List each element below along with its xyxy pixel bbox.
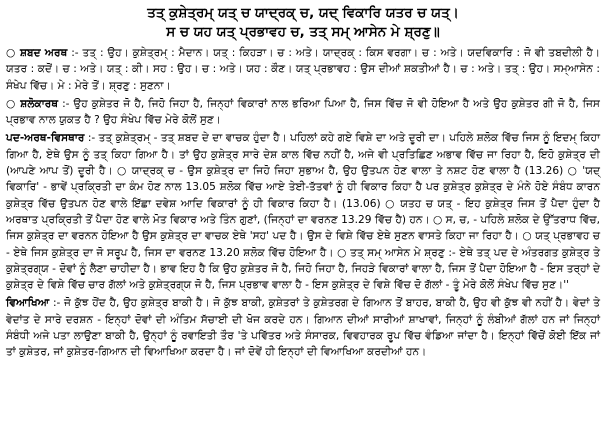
verse-meaning-section xyxy=(6,96,600,129)
section-text: :- ਜੋ ਕੁੱਝ ਹੋਂਦ ਹੈ, ਉਹ ਕੁਸ਼ੇਤ੍ਰ ਬਾਕੀ ਹੈ। ਜੋ ਕੁੱਝ ਬਾਕੀ, ਕੁਸ਼ੇਤਰਾਂ ਤੇ ਕੁਸ਼ੇਤਰਗ ਦੇ ਗਿਆਨ ਤੋਂ ਬਾਹਰ, ਬਾਕੀ ਹੈ, ਉਹ ਵੀ ਕੁੱਝ ਵੀ ਨਹੀਂ ਹੈ। ਵੇਦਾਂ ਤੇ ਵੇਦਾਂਤ ਦੇ ਸਾਰੇ ਦਰਸ਼ਨ - ਇਨ੍ਹਾਂ ਦੋਵਾਂ ਦੀ ਅੰਤਿਮ ਸੱਚਾਈ ਦੀ ਖੋਜ ਕਰਦੇ ਹਨ। ਗਿਆਨ ਦੀਆਂ ਸਾਰੀਆਂ ਸ਼ਾਖਾਵਾਂ, ਜਿਨ੍ਹਾਂ ਨੂੰ ਲੰਬੀਆਂ ਗੱਲਾਂ ਹਨ ਜਾਂ ਜਿਨ੍ਹਾਂ ਸੰਬੰਧੀ ਅਜੇ ਪਤਾ ਲਾਉਣਾ ਬਾਕੀ ਹੈ, ਉਨ੍ਹਾਂ ਨੂੰ ਰਵਾਇਤੀ ਤੌਰ 'ਤੇ ਪਵਿੱਤਰ ਅਤੇ ਸੰਸਾਰਕ, ਵਿਵਹਾਰਕ ਰੂਪ ਵਿੱਚ ਵੰਡਿਆ ਜਾਂਦਾ ਹੈ। ਇਨ੍ਹਾਂ ਵਿੱਚੋਂ ਕੋਈ ਇੱਕ ਜਾਂ ਤਾਂ ਕੁਸ਼ੇਤਰ, ਜਾਂ ਕੁਸ਼ੇਤਰ-ਗਿਆਨ ਦੀ ਵਿਆਖਿਆ ਕਰਦਾ ਹੈ। ਜਾਂ ਦੋਵੇਂ ਹੀ ਇਨ੍ਹਾਂ ਦੀ ਵਿਆਖਿਆ ਕਰਦੀਆਂ ਹਨ। xyxy=(6,297,600,359)
section-heading: ਵਿਆਖਿਆ xyxy=(6,297,50,310)
section-heading: ਪਦ-ਅਰਥ-ਵਿਸਥਾਰ xyxy=(6,132,85,145)
section-text: :- ਤਤ੍ ਕੁਸ਼ੇਤ੍ਰਮ੍ - ਤਤ੍ ਸ਼ਬਦ ਦੇ ਦਾ ਵਾਚਕ ਹੁੰਦਾ ਹੈ। ਪਹਿਲਾਂ ਕਹੇ ਗਏ ਵਿਸ਼ੇ ਦਾ ਅਤੇ ਦੂਰੀ ਦਾ। ਪਹਿਲੇ ਸ਼ਲੋਕ ਵਿੱਚ ਜਿਸ ਨੂੰ ਇਦਮ੍ ਕਿਹਾ ਗਿਆ ਹੈ, ਏਥੇ ਉਸ ਨੂੰ ਤਤ੍ ਕਿਹਾ ਗਿਆ ਹੈ। ਤਾਂ ਉਹ ਕੁਸ਼ੇਤ੍ਰ ਸਾਰੇ ਦੇਸ਼ ਕਾਲ ਵਿੱਚ ਨਹੀਂ ਹੈ, ਅਜੇ ਵੀ ਪ੍ਰਤਿਛਿਣ ਅਭਾਵ ਵਿੱਚ ਜਾ ਰਿਹਾ ਹੈ, ਇਹੋ ਕੁਸ਼ੇਤ੍ਰ ਦੀ (ਆਪਣੇ ਆਪ ਤੋਂ) ਦੂਰੀ ਹੈ। ○ ਯਾਦ੍ਰਕ੍ ਚ - ਉਸ ਕੁਸ਼ੇਤ੍ਰ ਦਾ ਜਿਹੋ ਜਿਹਾ ਸੁਭਾਅ ਹੈ, ਉਹ ਉਤਪਨ ਹੋਣ ਵਾਲਾ ਤੇ ਨਸ਼ਟ ਹੋਣ ਵਾਲਾ ਹੈ (13.26) ○ 'ਯਦ੍ ਵਿਕਾਰਿ' - ਭਾਵੇਂ ਪ੍ਰਕ੍ਰਿਤੀ ਦਾ ਕੰਮ ਹੋਣ ਨਾਲ 13.05 ਸ਼ਲੋਕ ਵਿੱਚ ਆਏ ਤੇਈ-ਤੱਤਵਾਂ ਨੂੰ ਹੀ ਵਿਕਾਰ ਕਿਹਾ ਹੈ ਪਰ ਕੁਸ਼ੇਤ੍ਰ ਕੁਸ਼ੇਤ੍ਰ ਦੇ ਮੰਨੇ ਹੋਏ ਸੰਬੰਧ ਕਾਰਨ ਕੁਸ਼ੇਤ੍ਰ ਵਿੱਚ ਉਤਪਨ ਹੋਣ ਵਾਲੇ ਇੱਛਾ ਦਵੇਸ਼ ਆਦਿ ਵਿਕਾਰਾਂ ਨੂੰ ਹੀ ਵਿਕਾਰ ਕਿਹਾ ਹੈ। (13.06) ○ ਯਤਹ ਚ ਯਤ੍ - ਇਹ ਕੁਸ਼ੇਤ੍ਰ ਜਿਸ ਤੋਂ ਪੈਦਾ ਹੁੰਦਾ ਹੈ ਅਰਥਾਤ ਪ੍ਰਕ੍ਰਿਤੀ ਤੋਂ ਪੈਦਾ ਹੋਣ ਵਾਲੇ ਮੋਤ ਵਿਕਾਰ ਅਤੇ ਤਿੰਨ ਗੁਣਾਂ, (ਜਿਨ੍ਹਾਂ ਦਾ ਵਰਨਣ 13.29 ਵਿੱਚ ਹੈ) ਹਨ। ○ ਸ, ਚ, - ਪਹਿਲੇ ਸ਼ਲੋਕ ਦੇ ਉੱਤਰਾਧ ਵਿੱਚ, ਜਿਸ ਕੁਸ਼ੇਤ੍ਰ ਦਾ ਵਰਨਨ ਹੋਇਆ ਹੈ ਉਸ ਕੁਸ਼ੇਤ੍ਰ ਦਾ ਵਾਚਕ ਏਥੇ 'ਸਹ' ਪਦ ਹੈ। ਉਸ ਦੇ ਵਿਸ਼ੇ ਵਿੱਚ ਏਥੇ ਸੁਣਨ ਵਾਸਤੇ ਕਿਹਾ ਜਾ ਰਿਹਾ ਹੈ। ○ ਯਤ੍ ਪ੍ਰਭਾਵਹ ਚ - ਏਥੇ ਜਿਸ ਕੁਸ਼ੇਤ੍ਰ ਦਾ ਜੋ ਸਰੂਪ ਹੈ, ਜਿਸ ਦਾ ਵਰਨਣ 13.20 ਸ਼ਲੋਕ ਵਿੱਚ ਹੋਇਆ ਹੈ। ○ ਤਤ੍ ਸਮ੍ ਆਸੇਨ ਮੇ ਸ਼੍ਰਣੁ :- ਏਥੇ ਤਤ੍ ਪਦ ਦੇ ਅੰਤਰਗਤ ਕੁਸ਼ੇਤ੍ਰ ਤੇ ਕੁਸ਼ੇਤ੍ਰਗ੍ਯ - ਦੋਵਾਂ ਨੂੰ ਲੈਣਾ ਚਾਹੀਦਾ ਹੈ। ਭਾਵ ਇਹ ਹੈ ਕਿ ਉਹ ਕੁਸ਼ੇਤਰ ਜੋ ਹੈ, ਜਿਹੋ ਜਿਹਾ ਹੈ, ਜਿਹੜੇ ਵਿਕਾਰਾਂ ਵਾਲਾ ਹੈ, ਜਿਸ ਤੋਂ ਪੈਦਾ ਹੋਇਆ ਹੈ - ਇਸ ਤਰ੍ਹਾਂ ਦੇ ਕੁਸ਼ੇਤ੍ਰ ਦੇ ਵਿਸ਼ੇ ਵਿੱਚ ਚਾਰ ਗੱਲਾਂ ਅਤੇ ਕੁਸ਼ੇਤ੍ਰਗ੍ਯ ਜੋ ਹੈ, ਜਿਸ ਪ੍ਰਭਾਵ ਵਾਲਾ ਹੈ - ਇਸ ਕੁਸ਼ੇਤ੍ਰ ਦੇ ਵਿਸ਼ੇ ਵਿੱਚ ਦੋ ਗੱਲਾਂ - ਤੂੰ ਮੇਰੇ ਕੋਲੋਂ ਸੰਖੇਪ ਵਿੱਚ ਸੁਣ।'' xyxy=(6,132,601,292)
section-text: :- ਤਤ੍ : ਉਹ। ਕੁਸ਼ੇਤ੍ਰਮ੍ : ਮੈਦਾਨ। ਯਤ੍ : ਕਿਹੜਾ। ਚ : ਅਤੇ। ਯਾਦ੍ਰਕ੍ : ਕਿਸ ਵਰਗਾ। ਚ : ਅਤੇ। ਯਦਵਿਕਾਰਿ : ਜੋ ਵੀ ਤਬਦੀਲੀ ਹੈ। ਯਤਰ : ਕਦੋਂ। ਚ : ਅਤੇ। ਯਤ੍ : ਕੀ। ਸਹ : ਉਹ। ਚ : ਅਤੇ। ਯਹ : ਕੌਣ। ਯਤ੍ ਪ੍ਰਭਾਵਹ : ਉਸ ਦੀਆਂ ਸ਼ਕਤੀਆਂ ਹੈ। ਚ : ਅਤੇ। ਤਤ੍ : ਉਹ। ਸਮ੍ਆਸੇਨ : ਸੰਖੇਪ ਵਿੱਚ। ਮੇ : ਮੇਰੇ ਤੋਂ। ਸ਼੍ਰਣੁ : ਸੁਣਨਾ। xyxy=(6,47,600,92)
commentary-section xyxy=(6,295,600,360)
section-heading: ○ ਸ਼ਲੋਕਾਰਥ xyxy=(6,97,59,110)
word-meaning-detail-section xyxy=(6,130,600,293)
section-text: :- ਉਹ ਕੁਸ਼ੇਤਰ ਜੋ ਹੈ, ਜਿਹੋ ਜਿਹਾ ਹੈ, ਜਿਨ੍ਹਾਂ ਵਿਕਾਰਾਂ ਨਾਲ ਭਰਿਆ ਪਿਆ ਹੈ, ਜਿਸ ਵਿੱਚ ਜੋ ਵੀ ਹੋਇਆ ਹੈ ਅਤੇ ਉਹ ਕੁਸ਼ੇਤਰ ਗੀ ਜੋ ਹੈ, ਜਿਸ ਪ੍ਰਭਾਵ ਨਾਲ ਯੁਕਤ ਹੈ ? ਉਹ ਸੰਖੇਪ ਵਿੱਚ ਮੇਰੇ ਕੋਲੋਂ ਸੁਣ। xyxy=(6,97,600,127)
section-heading: ○ ਸ਼ਬਦ ਅਰਥ xyxy=(6,47,68,59)
word-meaning-section xyxy=(6,45,600,94)
verse-line-2: ਸ ਚ ਯਹ ਯਤ੍ ਪ੍ਰਭਾਵਹ ਚ, ਤਤ੍ ਸਮ੍ ਆਸੇਨ ਮੇ ਸ਼੍ਰਣੁ॥ xyxy=(166,24,440,40)
verse-line-1: ਤਤ੍ ਕੁਸ਼ੇਤ੍ਰਮ੍ ਯਤ੍ ਚ ਯਾਦ੍ਰਕ੍ ਚ, ਯਦ੍ ਵਿਕਾਰਿ ਯਤਰ ਚ ਯਤ੍। xyxy=(147,5,459,21)
